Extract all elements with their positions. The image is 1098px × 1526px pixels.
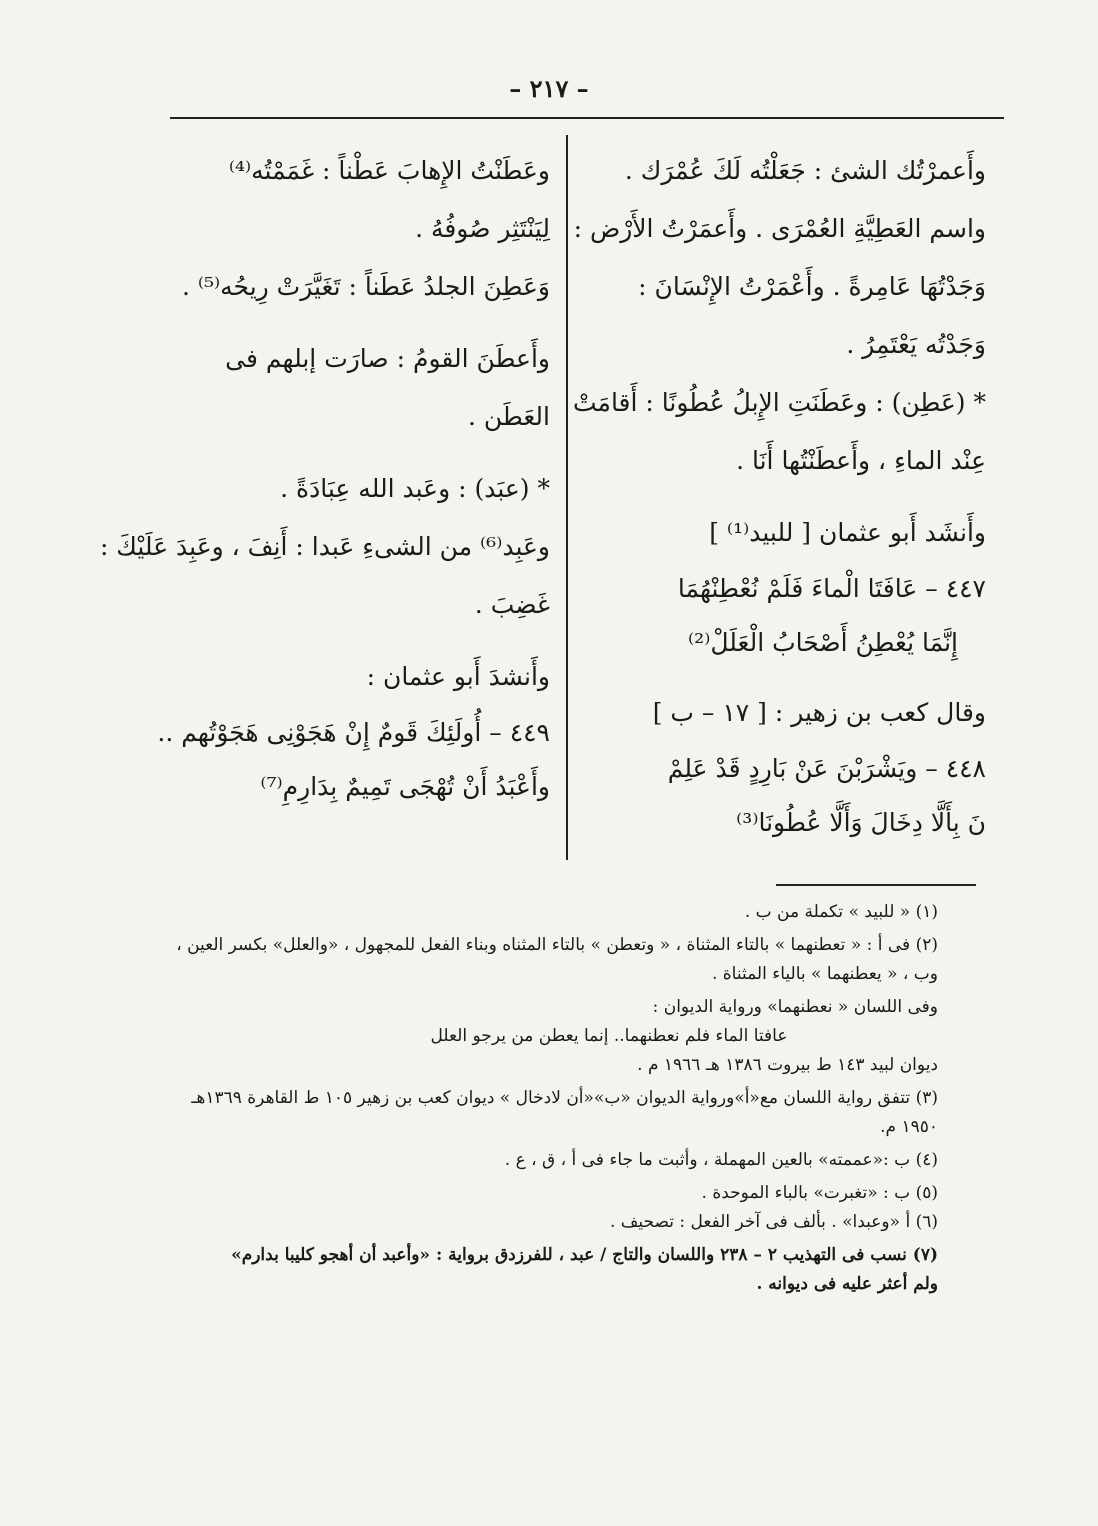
text-line: عِنْد الماءِ ، وأَعطَنْتُها أَنَا . <box>736 446 986 475</box>
entry-heading-abd: * (عبَد) : وعَبد الله عِبَادَةً . <box>280 474 550 503</box>
text-line: وعَبِد⁽⁶⁾ من الشىءِ عَبدا : أَنِفَ ، وعَبِدَ عَلَيْكَ : <box>99 532 550 561</box>
footnote-1: (١) « للبيد » تكملة من ب . <box>744 902 938 922</box>
verse-intro: وأَنشَد أَبو عثمان [ للبيد⁽¹⁾ ] <box>709 518 986 547</box>
text-line: وأَعمرْتُك الشئ : جَعَلْتُه لَكَ عُمْرَك . <box>624 156 986 185</box>
footnote-rule <box>776 884 976 886</box>
footnote-2-cont: وب ، « يعطنهما » بالياء المثناة . <box>711 964 938 984</box>
verse-intro: وقال كعب بن زهير : [ ١٧ – ب ] <box>652 698 986 727</box>
verse-447-second-hemistich: إِنَّمَا يُعْطِنُ أَصْحَابُ الْعَلَلْ⁽²⁾ <box>688 628 958 657</box>
footnote-2-source: ديوان لبيد ١٤٣ ط بيروت ١٣٨٦ هـ ١٩٦٦ م . <box>637 1055 938 1075</box>
verse-449-first-hemistich: ٤٤٩ – أُولَئِكَ قَومٌ إِنْ هَجَوْنِى هَجَوْتُهم .. <box>157 718 550 747</box>
text-line: وأَعطَنَ القومُ : صارَت إبلهم فى <box>225 344 550 373</box>
text-line: غَضِبَ . <box>474 590 550 619</box>
footnote-7-cont: ولم أعثر عليه فى ديوانه . <box>756 1274 938 1294</box>
footnote-4: (٤) ب :«عممته» بالعين المهملة ، وأثبت ما جاء فى أ ، ق ، ع . <box>504 1150 938 1170</box>
footnote-5: (٥) ب : «تغبرت» بالباء الموحدة . <box>701 1183 938 1203</box>
text-line: وَجَدْتُه يَعْتَمِرُ . <box>846 330 986 359</box>
footnote-3-cont: ١٩٥٠ م. <box>880 1117 938 1137</box>
verse-447-first-hemistich: ٤٤٧ – عَافَتَا الْماءَ فَلَمْ نُعْطِنْهُمَا <box>677 574 986 603</box>
column-divider <box>566 135 568 860</box>
right-column <box>573 142 986 850</box>
verse-448-second-hemistich: نَ بِأَلَّا دِخَالَ وَأَلَّا عُطُونَا⁽³⁾ <box>736 808 986 837</box>
text-line: العَطَن . <box>467 402 550 431</box>
entry-heading-atn: * (عَطِن) : وعَطَنَتِ الإِبلُ عُطُونًا : أَقامَتْ <box>573 388 986 417</box>
footnote-2: (٢) فى أ : « تعطنهما » بالتاء المثناة ، « وتعطن » بالتاء المثناه وبناء الفعل للمجهول ، «والعلل» بكسر العين ، <box>176 935 938 955</box>
footnote-2-verse: عافتا الماء فلم نعطنهما.. إنما يعطن من يرجو العلل <box>430 1026 788 1046</box>
left-column <box>99 142 550 814</box>
text-line: وَجَدْتُهَا عَامِرةً . وأَعْمَرْتُ الإِنْسَانَ : <box>638 272 986 301</box>
text-line: وَعَطِنَ الجلدُ عَطَناً : تَغَيَّرَتْ رِيحُه⁽⁵⁾ . <box>181 272 550 301</box>
verse-449-second-hemistich: وأَعْبَدُ أَنْ تُهْجَى تَمِيمٌ بِدَارِمِ⁽⁷⁾ <box>260 772 550 801</box>
header-rule <box>170 117 1004 119</box>
text-line: واسم العَطِيَّةِ العُمْرَى . وأَعمَرْتُ الأَرْض : <box>573 214 986 243</box>
footnote-6: (٦) أ «وعبدا» . بألف فى آخر الفعل : تصحيف . <box>610 1212 938 1232</box>
footnote-2-cont: وفى اللسان « نعطنهما» ورواية الديوان : <box>652 997 938 1017</box>
footnotes <box>160 898 938 1299</box>
footnote-3: (٣) تتفق رواية اللسان مع«أ»ورواية الديوان «ب»«أن لادخال » ديوان كعب بن زهير ١٠٥ ط القاهرة ١٣٦٩هـ <box>191 1088 938 1108</box>
footnote-7: (٧) نسب فى التهذيب ٢ – ٢٣٨ واللسان والتاج / عبد ، للفرزدق برواية : «وأعبد أن أهجو كليبا بدارم» <box>231 1245 938 1265</box>
text-line: وعَطَنْتُ الإِهابَ عَطْناً : غَمَمْتُه⁽⁴⁾ <box>228 156 550 185</box>
text-line: لِيَنْتَثِر صُوفُهُ . <box>415 214 550 243</box>
page-number: – ٢١٧ – <box>509 74 589 103</box>
verse-448-first-hemistich: ٤٤٨ – ويَشْرَبْنَ عَنْ بَارِدٍ قَدْ عَلِمْ <box>667 754 986 783</box>
verse-intro: وأَنشدَ أَبو عثمان : <box>366 662 550 691</box>
